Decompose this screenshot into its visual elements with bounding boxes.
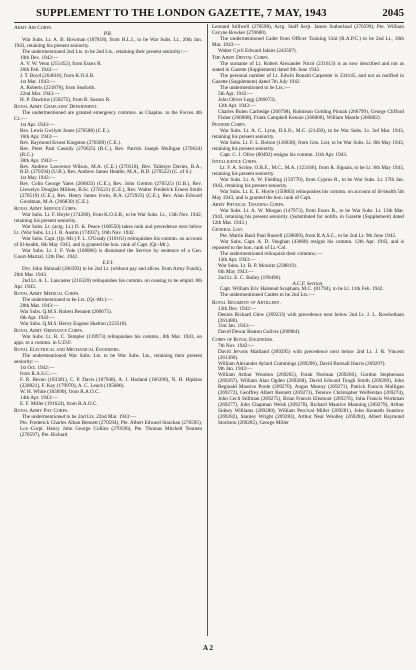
notice-entry: 9th Jan. 1943:—: [218, 366, 253, 373]
notice-entry: Rev. Colin George Yates (266833) (C.E.), Rev. John Gretton (270525) (U.B.), Rev. Llewelyn Douglas Millner, B.Sc. (270521) (C.E.), Rev. Walter Frederick Ernest Smith (270519) (C.E.), Rev. Henry James Irwin, B.A. (272923) (C.E.), Rev. Alan Edward Goodman, M.A. (266830) (C.E.).: [20, 181, 202, 206]
section-heading: Royal Army Service Corps.: [14, 206, 78, 213]
notice-paragraph: The undermentioned Cadet from Officer Training Unit (R.A.P.C.) to be 2nd Lt., 18th Mar. 1943:—: [212, 35, 404, 48]
header-rule: [14, 22, 404, 23]
section-heading: Army Physical Training Corps.: [212, 201, 285, 208]
column-divider: [207, 24, 208, 636]
section-heading: Corps of Royal Engineers.: [212, 336, 274, 343]
notice-paragraph: War Subs. Lt. F. L. Bolton (116838), from Gen. List, to be War Subs. Lt. 8th May 1943, retaining his present seniority.: [212, 139, 404, 152]
notice-paragraph: Leonard Stillwell (270598), Actg. Staff Serjt. James Sutherland (270599), Pte. William Cecyne Bowker (270600).: [212, 24, 404, 36]
notice-paragraph: The undermentioned relinquish their commns.:—: [220, 250, 323, 257]
notice-entry: 31st Jan. 1943:—: [218, 323, 255, 330]
notice-entry: 1st Mar. 1943:—: [20, 78, 56, 85]
section-heading: Royal Army Ordnance Corps.: [14, 328, 84, 335]
notice-paragraph: War Subs. Capt. A. D. Vaughan (43668) resigns his commn. 12th Apr. 1943, and is reposted to the hon. rank of Lt.-Col.: [212, 238, 404, 251]
section-heading: The Army Dental Corps.: [212, 55, 270, 62]
notice-entry: 26th Feb. 1943:—: [20, 66, 58, 73]
section-heading: Royal Regiment of Artillery.: [212, 299, 281, 306]
notice-entry: War Subs. Q.M.S. Henry Eugene Skelton (223518).: [20, 320, 128, 327]
notice-entry: E. F. Miller (191624), from R.A.O.C.: [20, 400, 98, 407]
section-heading: Pioneer Corps.: [212, 121, 246, 128]
notice-entry: William Alexander Aylard Cummings (269296), David Burtsall Harris (269297).: [218, 360, 386, 367]
notice-entry: 5th Apr. 1943:—: [218, 90, 254, 97]
notice-entry: Rev. Andrew Lawrence Wilson, M.A. (C.E.) (270518), Rev. Taliesyn Davies, B.A., B.D. (270594) (U.B.), Rev. Andrew James Heatlie, M.A., B.D. (270522) (C. of S.).: [20, 163, 202, 176]
notice-paragraph: Capt. C. J. Olive (80492) resigns his commn. 11th Apr. 1943.: [220, 151, 348, 158]
section-heading: Army Air Corps.: [14, 25, 53, 32]
notice-paragraph: The surname of Lt. Robert Alexander Nicol (231613) is as now described and not as stated in Gazette (Supplement) dated 9th June 1942.: [212, 61, 404, 73]
subsection-heading: E.F.I.: [102, 260, 114, 267]
left-column: [14, 25, 202, 439]
notice-paragraph: War Subs. Lt. A. W. Morgan (147973), from Essex R., to be War Subs. Lt. 13th Mar. 1943, retaining his present seniority. (Substituted for notifn. in Gazette (Supplement) dated 12th Mar. 1943.): [212, 207, 404, 226]
notice-paragraph: The undermentioned are granted emergency commns. as Chaplns. to the Forces 4th Cl.:—: [14, 109, 202, 122]
page-number: 2045: [382, 7, 404, 19]
page-header-title: SUPPLEMENT TO THE LONDON GAZETTE, 7 MAY, 1943: [36, 7, 327, 19]
notice-paragraph: Lt. F. A. Scrine, O.B.E., M.C., M.A. (123166), from R. Signals, to be Lt. 8th May 1943, retaining his present seniority.: [212, 164, 404, 177]
section-heading: Royal Army Medical Corps.: [14, 291, 80, 298]
notice-paragraph: War Subs. Lt. J. F. Yule (106866) is dismissed the Service by sentence of a Gen. Court-Martial, 12th Dec. 1942.: [14, 248, 202, 261]
notice-paragraph: War Subs. Lt. A. W. Fielding (159770), from Cyprus R., to be War Subs. Lt. 27th Jan. 1943, retaining his present seniority.: [212, 176, 404, 189]
notice-paragraph: War Subs. Lt. (actg. Lt.) D. K. Peace (168550) takes rank and precedence next below Lt. (War Subs. Lt.) J. B. Austin (174937), 16th Nov. 1942.: [14, 224, 202, 237]
notice-entry: Rev. Lewis Gwilym Jones (270588) (C.E.).: [20, 127, 111, 134]
notice-entry: 13th Dec. 1942:—: [218, 305, 257, 312]
subsection-heading: A.C.F. Section.: [292, 280, 324, 287]
notice-paragraph: Pte. Martin Basil Paul Russell (238669), from R.A.S.C., to be 2nd Lt. 9th June 1942.: [220, 232, 397, 239]
notice-entry: John Oliver Legg (266673).: [218, 96, 276, 103]
notice-paragraph: War Subs. Capt. (Qr.-Mr.) F. L. O'Grady (110161) relinquishes his commn. on account of ill-health, 6th May 1943, and is granted the hon. rank of Capt. (Qr.-Mr.).: [14, 236, 202, 249]
notice-entry: War Subs. Lt. B. P. Mouritz (238819).: [218, 262, 297, 269]
notice-entry: J. T. Boyd (264618), from K.O.S.B.: [20, 72, 95, 79]
notice-entry: 14th Apr. 1943:—: [20, 394, 58, 401]
notice-paragraph: The undermentioned to be Lts. (Qr.-Mr.):—: [22, 297, 113, 304]
notice-entry: F. R. Bevan (183301), C. P. Davis (187948), A. J. Harland (166396), N. H. Hipkins (220821), F. Kay (179970), A. C. Leach (195686).: [20, 377, 202, 390]
notice-entry: from R.A.S.C.:—: [20, 371, 57, 378]
notice-paragraph: Dvr. John Shinnall (266393) to be 2nd Lt. (without pay and allces. from Army Funds), 26th Mar. 1943.: [14, 266, 202, 278]
notice-entry: Walter Cyril Edward Jakins (243507).: [218, 47, 297, 54]
notice-entry: David Dewar Beaton Guilvie (268984).: [218, 329, 301, 336]
page-signature: A 2: [203, 644, 213, 652]
notice-paragraph: War Subs. Lt. E. E. Hoyle (150883) relinquishes his commn. on account of ill-health 5th May 1943, and is granted the hon. rank of Capt.: [212, 188, 404, 201]
notice-paragraph: War Subs. Lt. R. C. Templer (119973) relinquishes his commn., 8th Mar. 1943, on appt. to a commn. in U.D.F.: [14, 334, 202, 347]
notice-entry: Pte. Frederick Charles Alban Bennett (270594), Pte. Albert Edward Strachan (270595), Lce.-Corpl. Henry John George Collins (270596), Pte. Thomas Mitchell Tennent (270597), Pte. Richard: [20, 420, 202, 438]
notice-entry: Rev. Peter Paul Cassidy (270625) (R.C.), Rev. Patrick Joseph Mulligan (270624) (R.C.).: [20, 145, 202, 158]
notice-paragraph: War Subs. Lt. A. B. Bowman (187818), from H.L.I., to be War Subs. Lt., 20th Jan. 1943, retaining his present seniority.: [14, 37, 202, 50]
notice-paragraph: 2nd Lt. A. L. Lancaster (216320) relinquishes his commn. on ceasing to be empld. 8th Apr. 1943.: [14, 277, 202, 290]
notice-entry: 13th Apr. 1943:—: [218, 256, 256, 263]
notice-entry: 1st Oct. 1942:—: [20, 365, 55, 372]
notice-entry: Rev. Raymond Ernest Kingston (270589) (C.E.).: [20, 139, 122, 146]
notice-entry: 30th Apr. 1943:—: [20, 157, 58, 164]
notice-entry: 6th Apr. 1943:—: [20, 314, 56, 321]
notice-paragraph: The undermentioned 2nd Lts. to be 2nd Lts., retaining their present seniority:—: [22, 49, 188, 56]
notice-entry: 2nd Lt. E. C. Bailey (199496).: [218, 274, 282, 281]
notice-paragraph: War Subs. Lt. A. C. Lynn, D.S.O., M.C. (21450), to be War Subs. Lt. 3rd Mar. 1943, retaining his present seniority.: [212, 127, 404, 140]
notice-entry: 1st Apr. 1943:—: [20, 121, 55, 128]
notice-entry: 12th Apr. 1943:—: [218, 102, 256, 109]
notice-entry: 28th Mar. 1943:—: [20, 303, 59, 310]
notice-entry: 19th Dec. 1942:—: [20, 55, 59, 62]
notice-paragraph: Capt. William Eric Halstead Scupham, M.C. (81794), to be Lt. 11th Feb. 1942.: [220, 286, 384, 293]
notice-paragraph: War Subs. Lt. F. Hoyle (174280), from K.O.S.B., to be War Subs. Lt., 13th Nov. 1942, retaining his present seniority.: [14, 212, 202, 225]
notice-entry: William Arthur Wootton (269265), Frank Norman (269266), Gordon Stephenson (269267), William Alan Ogden (269268), David Edward Tough Smith (269269), John Reginald Maurice Poole (269270), Angus Murray (269271), Patrick Francis Mulligan (269272), Geoffrey Albert Bennett (269273), Terence Christopher Wolferstan (269274), John Cecil Stillman (269275), Brian Francis Ellsmoor (269276), John Francis Workman (269277), John Chapman Welsh (269278), Richard Maurice Manning (269279), Arthur Sidney Williams (269280), William Percival Miller (269281), John Kenneth Sunslow (269282), Stanley Wright (269283), Arthur Neal Woolley (269284), Albert Raymond Stockton (269285), George Miller: [218, 372, 404, 427]
notice-entry: David Jervois Maitland (269295) with precedence next below 2nd Lt. J. R. Vincent (261360).: [218, 348, 404, 361]
section-heading: Intelligence Corps.: [212, 158, 258, 165]
notice-paragraph: The personal number of Lt. Edwin Ronald Carpenter is 234145, and not as notified in Gazette (Supplement) dated 7th July 1942.: [212, 72, 404, 85]
notice-entry: 7th Nov. 1942:—: [218, 342, 255, 349]
right-column: [212, 25, 404, 427]
notice-entry: Charles Bulen Cartledge (266798), Robinson Golding Pinnah (266799), George Clifford Fisher (266888), Frank Campbell Kennie (266800), William Mantle (266802).: [218, 108, 404, 121]
notice-entry: Dennis Richard Glew (269233) with precedence next below 2nd Lt. J. L. Rowbotham (261480).: [218, 311, 404, 324]
notice-paragraph: The undermentioned to be 2nd Lts. 22nd Mar. 1943:—: [22, 414, 136, 421]
notice-entry: W. H. White (183690), from R.A.O.C.: [20, 388, 100, 395]
notice-entry: 6th May 1943:—: [218, 268, 254, 275]
notice-paragraph: The undermentioned Cadets to be 2nd Lts.:—: [220, 292, 315, 299]
subsection-heading: P.R.: [103, 31, 113, 38]
notice-entry: A. Roberts (231878), from Seaforth.: [20, 84, 96, 91]
section-heading: Royal Electrical and Mechanical Engineers.: [14, 347, 120, 354]
notice-paragraph: The undermentioned War Subs. Lts. to be War Subs. Lts., retaining their present seniority:—: [14, 353, 202, 366]
section-heading: Royal Army Pay Corps.: [14, 408, 69, 415]
notice-entry: A. V. W. Venn (251452), from Essex R.: [20, 61, 102, 68]
notice-paragraph: The undermentioned to be Lts.:—: [220, 84, 291, 91]
notice-entry: 22nd Mar. 1943:—: [20, 90, 60, 97]
page-header: [14, 7, 404, 22]
section-heading: Royal Army Chaplains' Department.: [14, 103, 98, 110]
notice-entry: War Subs. Q.M.S. Robert Bennett (260675).: [20, 308, 113, 315]
notice-entry: 1st May 1943:—: [20, 175, 56, 182]
notice-entry: 16th Apr. 1943:—: [20, 133, 58, 140]
section-heading: General List.: [212, 226, 244, 233]
notice-entry: H. P. Dawkins (158275), from R. Sussex R.: [20, 96, 111, 103]
